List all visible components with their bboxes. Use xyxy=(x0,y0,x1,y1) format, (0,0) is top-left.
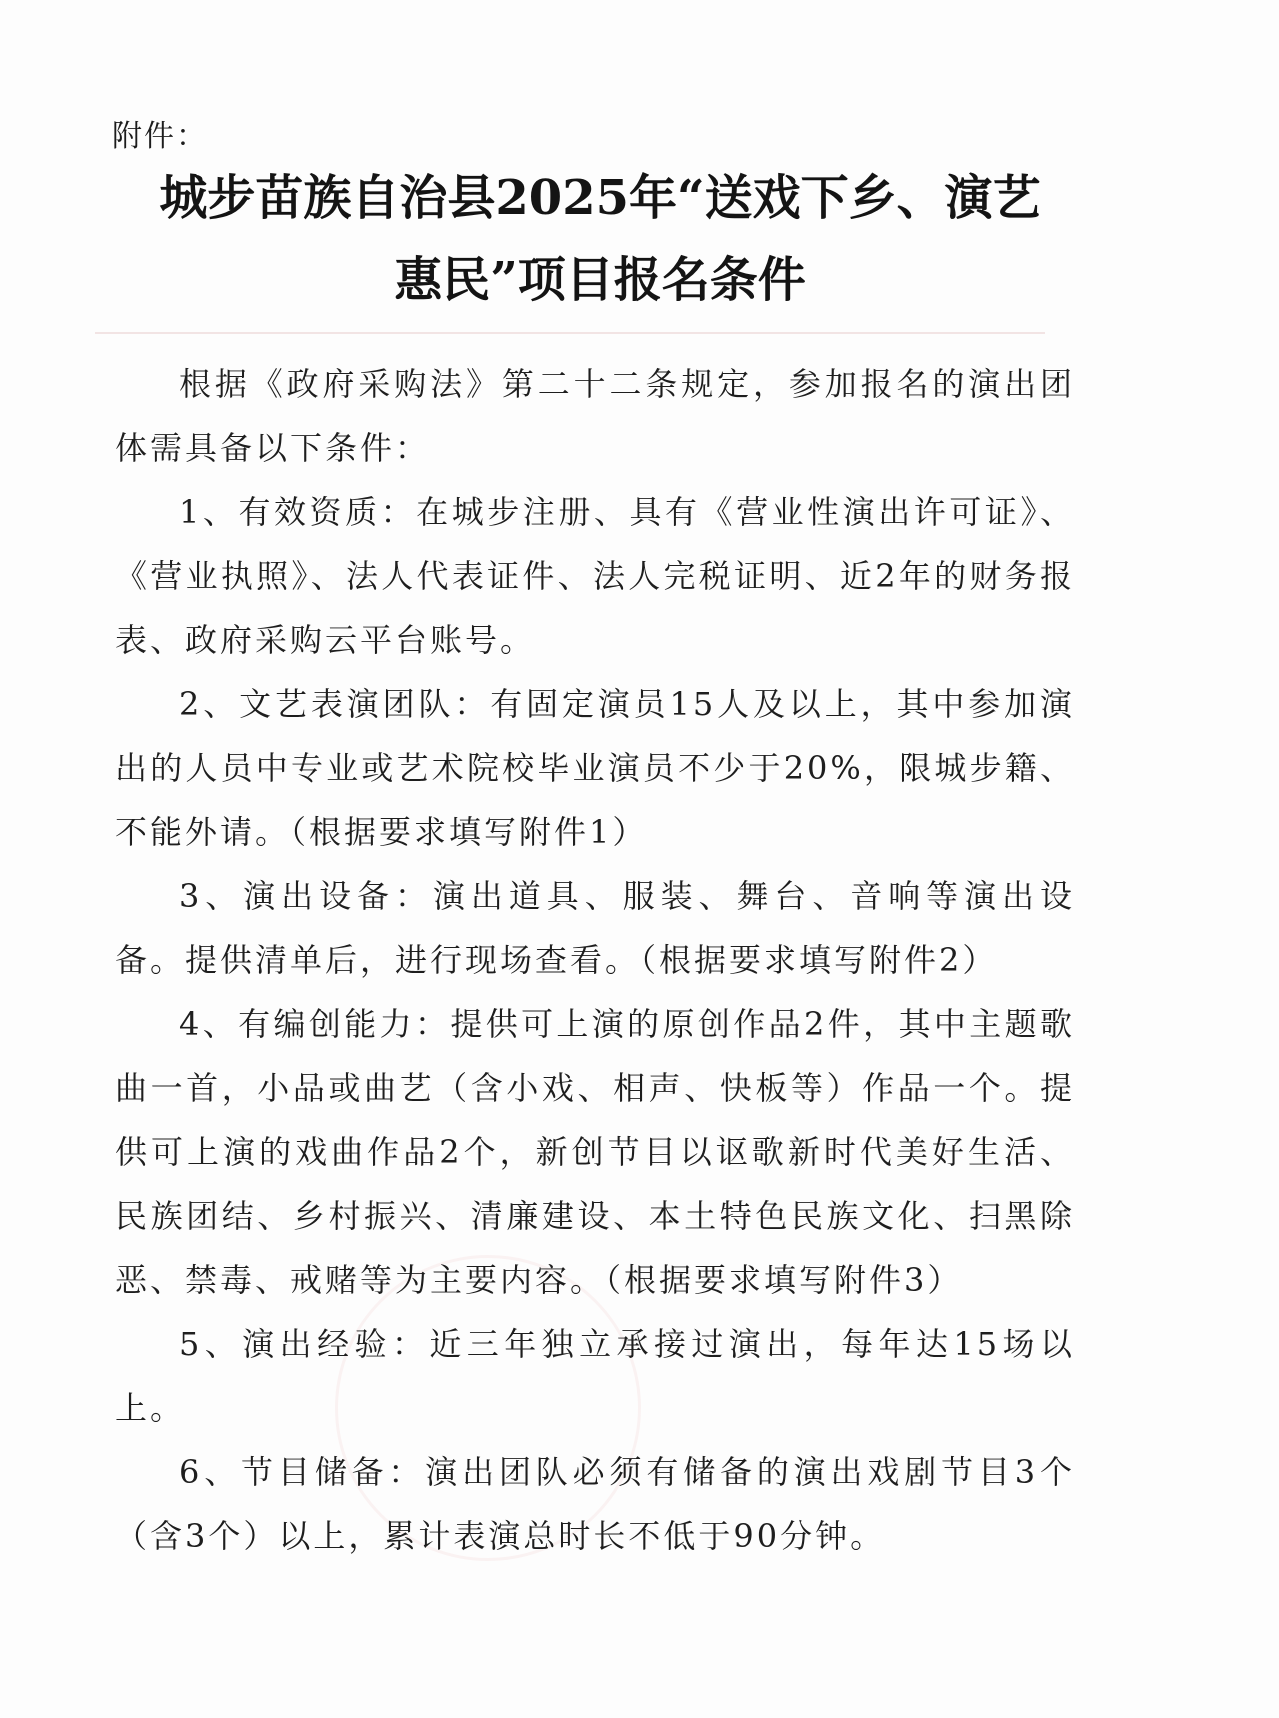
title-line-2: 惠民”项目报名条件 xyxy=(394,252,806,308)
condition-4-creative-ability: 4、有编创能力：提供可上演的原创作品2件，其中主题歌曲一首，小品或曲艺（含小戏、相声、快板等）作品一个。提供可上演的戏曲作品2个，新创节目以讴歌新时代美好生活、民族团结、乡村振兴、清廉建设、本土特色民族文化、扫黑除恶、禁毒、戒赌等为主要内容。（根据要求填写附件3） xyxy=(115,1005,1075,1299)
condition-2-performance-team: 2、文艺表演团队：有固定演员15人及以上，其中参加演出的人员中专业或艺术院校毕业演员不少于20%，限城步籍、不能外请。（根据要求填写附件1） xyxy=(115,685,1075,851)
document-title xyxy=(100,157,1100,321)
document-body xyxy=(115,352,1075,1568)
condition-3-equipment: 3、演出设备：演出道具、服装、舞台、音响等演出设备。提供清单后，进行现场查看。（根据要求填写附件2） xyxy=(115,877,1075,979)
condition-1-qualification: 1、有效资质：在城步注册、具有《营业性演出许可证》、《营业执照》、法人代表证件、法人完税证明、近2年的财务报表、政府采购云平台账号。 xyxy=(115,493,1075,659)
condition-5-experience: 5、演出经验：近三年独立承接过演出，每年达15场以上。 xyxy=(115,1325,1075,1427)
condition-6-program-reserve: 6、节目储备：演出团队必须有储备的演出戏剧节目3个（含3个）以上，累计表演总时长不低于90分钟。 xyxy=(115,1453,1075,1555)
header-divider xyxy=(95,332,1045,334)
intro-paragraph: 根据《政府采购法》第二十二条规定，参加报名的演出团体需具备以下条件： xyxy=(115,365,1075,467)
title-line-1: 城步苗族自治县2025年“送戏下乡、演艺 xyxy=(159,170,1041,226)
attachment-label: 附件： xyxy=(112,119,208,154)
